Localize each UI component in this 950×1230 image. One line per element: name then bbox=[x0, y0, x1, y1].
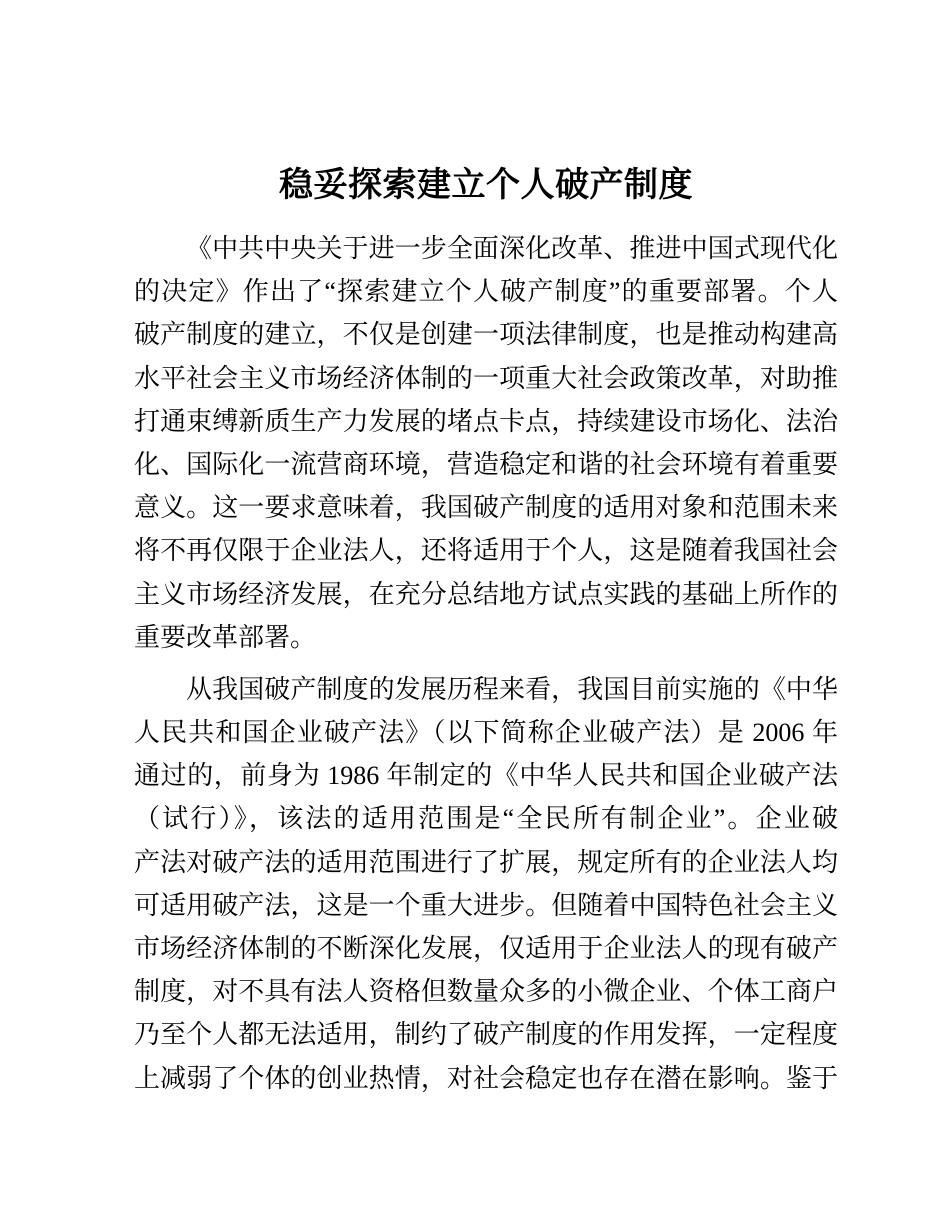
text-line: 乃至个人都无法适用，制约了破产制度的作用发挥，一定程度 bbox=[134, 1020, 838, 1050]
text-line: （试行）》，该法的适用范围是“全民所有制企业”。企业破 bbox=[134, 804, 838, 834]
text-line: 意义。这一要求意味着，我国破产制度的适用对象和范围未来 bbox=[134, 493, 838, 523]
text-line: 的决定》作出了“探索建立个人破产制度”的重要部署。个人 bbox=[134, 277, 838, 307]
text-line: 人民共和国企业破产法》（以下简称企业破产法）是 2006 年 bbox=[134, 718, 838, 748]
text-line: 产法对破产法的适用范围进行了扩展，规定所有的企业法人均 bbox=[134, 847, 838, 877]
text-line: 化、国际化一流营商环境，营造稳定和谐的社会环境有着重要 bbox=[134, 449, 838, 479]
text-line: 市场经济体制的不断深化发展，仅适用于企业法人的现有破产 bbox=[134, 934, 838, 963]
text-line: 从我国破产制度的发展历程来看，我国目前实施的《中华 bbox=[186, 674, 838, 704]
paragraph-2 bbox=[134, 668, 838, 1100]
paragraph-1 bbox=[134, 227, 838, 659]
text-line: 制度，对不具有法人资格但数量众多的小微企业、个体工商户 bbox=[134, 977, 838, 1007]
text-line: 可适用破产法，这是一个重大进步。但随着中国特色社会主义 bbox=[134, 890, 838, 920]
text-line: 将不再仅限于企业法人，还将适用于个人，这是随着我国社会 bbox=[134, 536, 838, 566]
text-line: 破产制度的建立，不仅是创建一项法律制度，也是推动构建高 bbox=[134, 320, 838, 350]
document-content bbox=[134, 163, 838, 1100]
text-line: 通过的，前身为 1986 年制定的《中华人民共和国企业破产法 bbox=[134, 761, 838, 791]
text-line: 重要改革部署。 bbox=[134, 622, 317, 652]
text-line: 主义市场经济发展，在充分总结地方试点实践的基础上所作的 bbox=[134, 579, 838, 609]
text-line: 打通束缚新质生产力发展的堵点卡点，持续建设市场化、法治 bbox=[134, 406, 838, 436]
page-title: 稳妥探索建立个人破产制度 bbox=[279, 167, 693, 204]
text-line: 《中共中央关于进一步全面深化改革、推进中国式现代化 bbox=[186, 234, 838, 263]
text-line: 水平社会主义市场经济体制的一项重大社会政策改革，对助推 bbox=[134, 363, 838, 393]
text-line: 上减弱了个体的创业热情，对社会稳定也存在潜在影响。鉴于 bbox=[134, 1063, 838, 1093]
